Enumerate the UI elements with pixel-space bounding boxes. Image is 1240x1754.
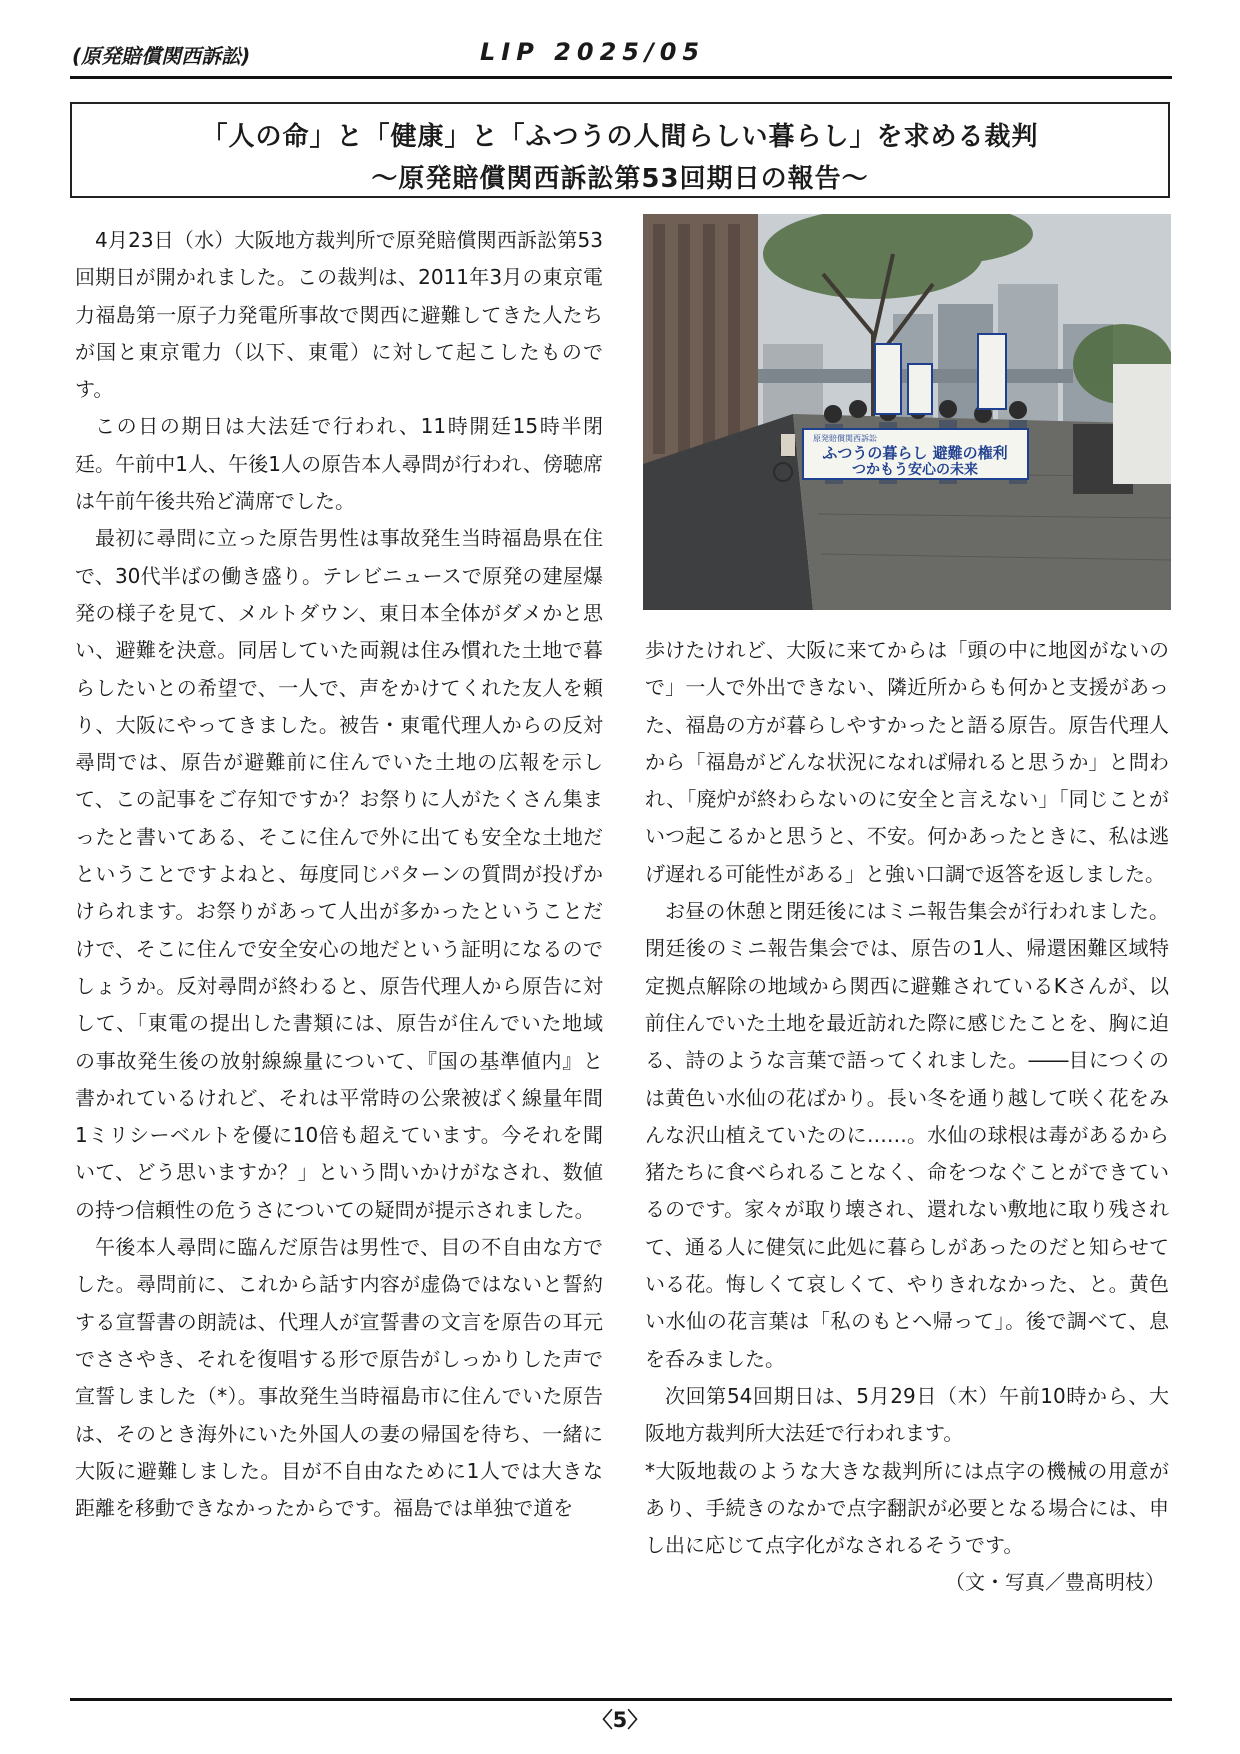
paragraph-3: 最初に尋問に立った原告男性は事故発生当時福島県在住で、30代半ばの働き盛り。テレビニュースで原発の建屋爆発の様子を見て、メルトダウン、東日本全体がダメかと思い、避難を決意。同居していた両親は住み慣れた土地で暮らしたいとの希望で、一人で、声をかけてくれた友人を頼り、大阪にやってきました。被告・東電代理人からの反対尋問では、原告が避難前に住んでいた土地の広報を示して、この記事をご存知ですか？お祭りに人がたくさん集まったと書いてある、そこに住んで外に出ても安全な土地だということですよねと、毎度同じパターンの質問が投げかけられます。お祭りがあって人出が多かったということだけで、そこに住んで安全安心の地だという証明になるのでしょうか。反対尋問が終わると、原告代理人から原告に対して、「東電の提出した書類には、原告が住んでいた地域の事故発生後の放射線線量について、『国の基準値内』と書かれているけれど、それは平常時の公衆被ばく線量年間1ミリシーベルトを優に10倍も超えています。今それを聞いて、どう思いますか？」という問いかけがなされ、数値の持つ信頼性の危うさについての疑問が提示されました。 bbox=[75, 526, 603, 1222]
article-title: 「人の命」と「健康」と「ふつうの人間らしい暮らし」を求める裁判 bbox=[201, 122, 1039, 152]
article-column-right bbox=[645, 632, 1169, 1602]
author-credit: （文・写真／豊髙明枝） bbox=[945, 1570, 1165, 1595]
paragraph-1: 4月23日（水）大阪地方裁判所で原発賠償関西訴訟第53回期日が開かれました。この裁判は、2011年3月の東京電力福島第一原子力発電所事故で関西に避難してきた人たちが国と東京電力（以下、東電）に対して起こしたものです。 bbox=[75, 228, 603, 402]
series-label: (原発賠償関西訴訟) bbox=[72, 44, 251, 68]
article-subtitle: 〜原発賠償関西訴訟第53回期日の報告〜 bbox=[371, 164, 869, 194]
paragraph-2: この日の期日は大法廷で行われ、11時開廷15時半閉廷。午前中1人、午後1人の原告本人尋問が行われ、傍聴席は午前午後共殆ど満席でした。 bbox=[75, 414, 603, 514]
footnote: *大阪地裁のような大きな裁判所には点字の機械の用意があり、手続きのなかで点字翻訳が必要となる場合には、申し出に応じて点字化がなされるそうです。 bbox=[645, 1458, 1169, 1558]
paragraph-4-continued: 歩けたけれど、大阪に来てからは「頭の中に地図がないので」一人で外出できない、隣近所からも何かと支援があった、福島の方が暮らしやすかったと語る原告。原告代理人から「福島がどんな状況になれば帰れると思うか」と問われ、「廃炉が終わらないのに安全と言えない」「同じことがいつ起こるかと思うと、不安。何かあったときに、私は逃げ遅れる可能性がある」と強い口調で返答を返しました。 bbox=[645, 638, 1169, 886]
paragraph-4: 午後本人尋問に臨んだ原告は男性で、目の不自由な方でした。尋問前に、これから話す内容が虚偽ではないと誓約する宣誓書の朗読は、代理人が宣誓書の文言を原告の耳元でささやき、それを復唱する形で原告がしっかりした声で宣誓しました（*）。事故発生当時福島市に住んでいた原告は、そのとき海外にいた外国人の妻の帰国を待ち、一緒に大阪に避難しました。目が不自由なために1人では大きな距離を移動できなかったからです。福島では単独で道を bbox=[75, 1235, 603, 1521]
paragraph-5: お昼の休憩と閉廷後にはミニ報告集会が行われました。閉廷後のミニ報告集会では、原告の1人、帰還困難区域特定拠点解除の地域から関西に避難されているKさんが、以前住んでいた土地を最近訪れた際に感じたことを、胸に迫る、詩のような言葉で語ってくれました。――目につくのは黄色い水仙の花ばかり。長い冬を通り越して咲く花をみんな沢山植えていたのに……。水仙の球根は毒があるから猪たちに食べられることなく、命をつなぐことができているのです。家々が取り壊され、還れない敷地に取り残されて、通る人に健気に此処に暮らしがあったのだと知らせている花。悔しくて哀しくて、やりきれなかった、と。黄色い水仙の花言葉は「私のもとへ帰って」。後で調べて、息を呑みました。 bbox=[645, 899, 1169, 1371]
page-number: 〈5〉 bbox=[591, 1708, 649, 1732]
newsletter-issue: LIP 2025/05 bbox=[480, 38, 706, 66]
banner-org-text: 原発賠償関西訴訟 bbox=[813, 434, 877, 443]
article-title-box bbox=[70, 102, 1170, 198]
footer-rule bbox=[70, 1698, 1172, 1701]
header-rule bbox=[70, 76, 1172, 79]
photo-illustration bbox=[643, 214, 1171, 610]
banner-text-1: ふつうの暮らし 避難の権利 bbox=[822, 444, 1008, 462]
banner-text-2: つかもう安心の未来 bbox=[852, 462, 978, 478]
article-column-left bbox=[75, 222, 603, 1527]
paragraph-6: 次回第54回期日は、5月29日（木）午前10時から、大阪地方裁判所大法廷で行われます。 bbox=[645, 1383, 1169, 1446]
demonstration-photo bbox=[643, 214, 1171, 610]
